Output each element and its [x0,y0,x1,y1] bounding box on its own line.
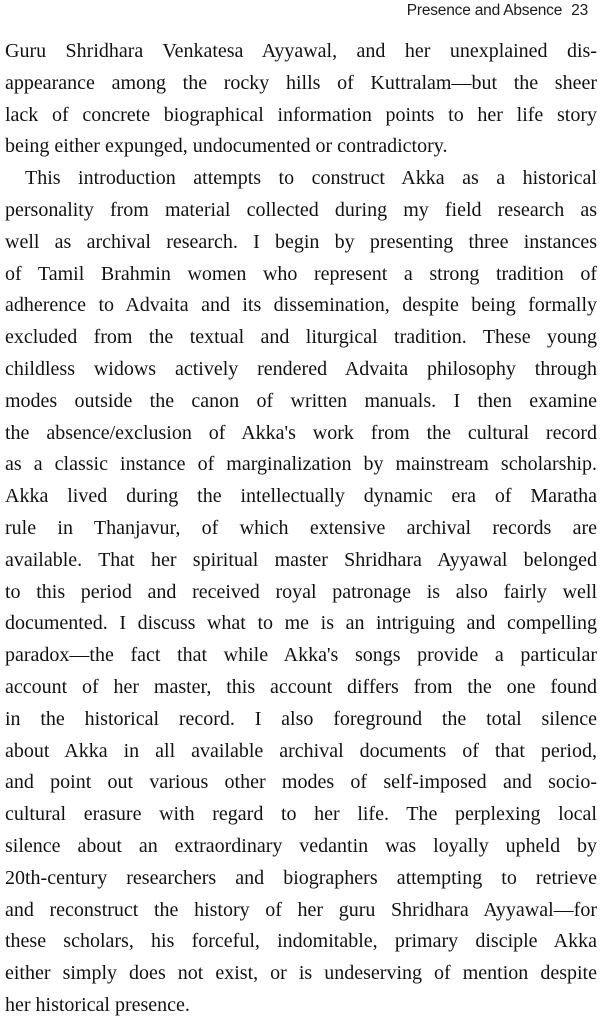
text-line: available. That her spiritual master Shridhara Ayyawal belonged [5,548,597,571]
text-line: Akka lived during the intellectually dynamic era of Maratha [5,485,597,508]
text-line: Guru Shridhara Venkatesa Ayyawal, and her unexplained dis- [5,40,597,62]
text-line: the absence/exclusion of Akka's work from the cultural record [5,421,597,444]
text-line: excluded from the textual and liturgical tradition. These young [5,326,597,349]
text-line: in the historical record. I also foreground the total silence [5,707,597,730]
text-line: silence about an extraordinary vedantin was loyally upheld by [5,834,597,857]
text-line: rule in Thanjavur, of which extensive archival records are [5,516,597,539]
text-line: and reconstruct the history of her guru Shridhara Ayyawal—for [5,898,597,921]
running-title: Presence and Absence [406,2,563,19]
text-line: appearance among the rocky hills of Kuttralam—but the sheer [5,71,597,94]
text-line: account of her master, this account differs from the one found [5,675,597,698]
text-line: and point out various other modes of self-imposed and socio- [5,771,597,794]
text-line: personality from material collected during my field research as [5,198,597,221]
text-line: lack of concrete biographical information points to her life story [5,103,597,126]
text-line: about Akka in all available archival documents of that period, [5,739,597,762]
text-line: these scholars, his forceful, indomitable, primary disciple Akka [5,930,597,953]
text-line: well as archival research. I begin by presenting three instances [5,230,597,253]
text-line: to this period and received royal patronage is also fairly well [5,580,597,603]
text-line: either simply does not exist, or is undeserving of mention despite [5,962,597,985]
body-text [5,36,597,1022]
text-line: documented. I discuss what to me is an intriguing and compelling [5,612,597,635]
text-line: adherence to Advaita and its dissemination, despite being formally [5,294,597,317]
paragraph-introduction [5,163,597,1022]
text-line: being either expunged, undocumented or contradictory. [5,135,448,158]
paragraph-continued [5,36,597,163]
text-line: as a classic instance of marginalization by mainstream scholarship. [5,453,597,476]
text-line: cultural erasure with regard to her life. The perplexing local [5,803,597,826]
running-header [407,2,588,20]
text-line: paradox—the fact that while Akka's songs provide a particular [5,644,597,667]
text-line: 20th-century researchers and biographers attempting to retrieve [5,866,597,889]
text-line: her historical presence. [5,993,190,1016]
text-line: of Tamil Brahmin women who represent a strong tradition of [5,262,597,285]
text-line: childless widows actively rendered Advaita philosophy through [5,357,597,380]
text-line: This introduction attempts to construct Akka as a historical [25,167,597,190]
text-line: modes outside the canon of written manuals. I then examine [5,389,597,412]
page-number: 23 [571,2,588,19]
